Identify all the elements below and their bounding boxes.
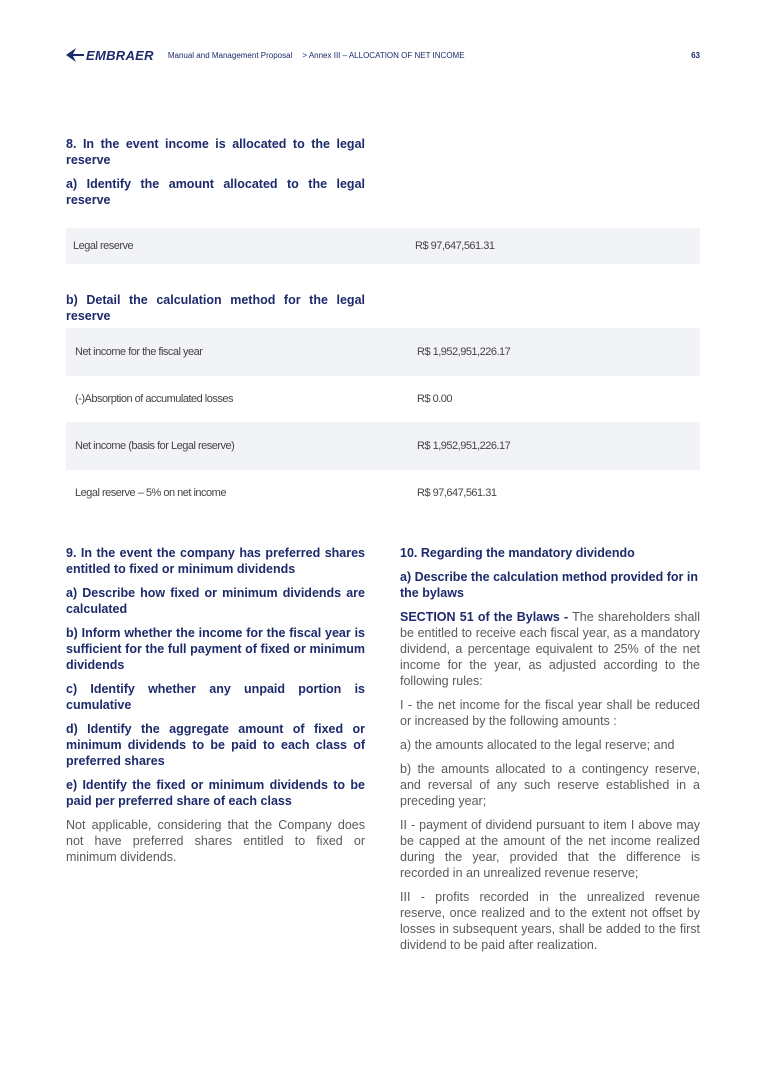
section-9-title: 9. In the event the company has preferred shares entitled to fixed or minimum dividends [66,546,365,576]
row-label: Legal reserve – 5% on net income [75,487,226,499]
section-8b-title: b) Detail the calculation method for the legal reserve [66,293,365,323]
table-row [66,469,700,517]
row-value: R$ 97,647,561.31 [417,487,497,499]
section-8-title: 8. In the event income is allocated to the legal reserve [66,137,365,167]
section-9-item: a) Describe how fixed or minimum dividends are calculated [66,586,365,616]
breadcrumb: > Annex III – ALLOCATION OF NET INCOME [302,50,465,60]
section-51-paragraph [400,609,700,689]
document-title: Manual and Management Proposal [167,50,293,60]
logo-text: EMBRAER [86,47,154,63]
section-8a-title: a) Identify the amount allocated to the legal reserve [66,177,365,207]
row-label: Net income for the fiscal year [75,346,203,358]
row-label: (-)Absorption of accumulated losses [75,393,233,405]
section-10-title: 10. Regarding the mandatory dividendo [400,546,635,560]
paragraph: a) the amounts allocated to the legal reserve; and [400,738,675,752]
section-8b-heading [66,292,365,332]
section-51-label: SECTION 51 of the Bylaws - [400,610,569,624]
row-value: R$ 1,952,951,226.17 [417,346,511,358]
embraer-logo [66,48,154,63]
section-10a-title: a) Describe the calculation method provided for in the bylaws [400,570,698,600]
row-value: R$ 0.00 [417,393,453,405]
page-number: 63 [691,50,700,60]
table-row [66,375,700,423]
section-9-item: b) Inform whether the income for the fiscal year is sufficient for the full payment of fixed or minimum dividends [66,626,365,672]
row-label: Net income (basis for Legal reserve) [75,440,235,452]
row-value: R$ 1,952,951,226.17 [417,440,511,452]
row-value: R$ 97,647,561.31 [415,240,495,252]
table-row [66,228,700,264]
paragraph: I - the net income for the fiscal year shall be reduced or increased by the following amounts : [400,698,700,728]
section-9-body: Not applicable, considering that the Company does not have preferred shares entitled to fixed or minimum dividends. [66,818,365,864]
row-label: Legal reserve [73,240,134,252]
section-9-item: e) Identify the fixed or minimum dividends to be paid per preferred share of each class [66,778,365,808]
table-row [66,422,700,470]
table-row [66,328,700,376]
section-9-item: c) Identify whether any unpaid portion is cumulative [66,682,365,712]
paragraph: b) the amounts allocated to a contingency reserve, and reversal of any such reserve established in a preceding year; [400,762,700,808]
embraer-arrow-icon [66,48,84,62]
section-9-item: d) Identify the aggregate amount of fixed or minimum dividends to be paid to each class of preferred shares [66,722,365,768]
page-header [66,46,700,64]
section-10 [400,545,700,961]
section-9 [66,545,365,873]
paragraph: II - payment of dividend pursuant to item I above may be capped at the amount of the net income realized during the year, provided that the difference is recorded in an unrealized revenue reserve; [400,818,700,880]
paragraph: III - profits recorded in the unrealized revenue reserve, once realized and to the extent not offset by losses in subsequent years, shall be added to the first dividend to be paid after realization. [400,890,700,952]
section-8-heading [66,136,365,216]
section-51-text: The shareholders shall be entitled to receive each fiscal year, as a mandatory dividend, a percentage equivalent to 25% of the net income for the year, as adjusted according to the following rules: [400,610,700,688]
